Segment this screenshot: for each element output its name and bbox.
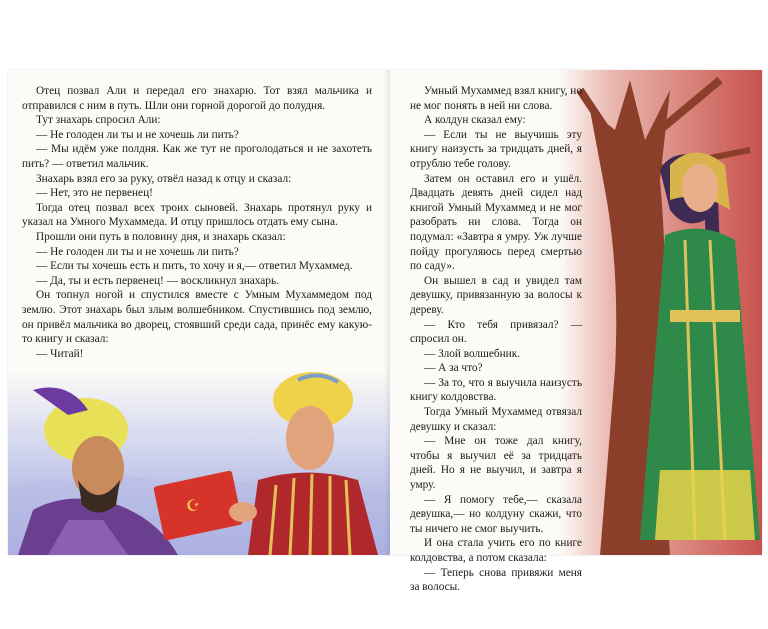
paragraph: — Да, ты и есть первенец! — воскликнул знахарь. [36,274,279,287]
paragraph: Он вышел в сад и увидел там девушку, привязанную за волосы к дереву. [410,274,582,316]
paragraph: — Если ты хочешь есть и пить, то хочу и я,— ответил Мухаммед. [36,260,353,273]
paragraph: Тогда отец позвал всех троих сыновей. Знахарь протянул руку и указал на Умного Мухаммеда. И отцу пришлось отдать ему сына. [22,201,372,229]
paragraph: Умный Мухаммед взял книгу, но не мог понять в ней ни слова. [410,85,582,112]
paragraph: — Теперь снова привяжи меня за волосы. [410,566,582,594]
right-page [390,70,762,594]
book-spread [8,70,762,594]
paragraph: Отец позвал Али и передал его знахарю. Тот взял мальчика и отправился с ним в путь. Шли они горной дорогой до полудня. [22,85,372,112]
paragraph: — Мы идём уже полдня. Как же тут не проголодаться и не захотеть пить? — ответил мальчик. [22,143,372,170]
illustration-wizard-and-boy [8,370,390,555]
paragraph: — А за что? [424,362,483,375]
paragraph: — Злой волшебник. [424,347,521,360]
paragraph: — Не голоден ли ты и не хочешь ли пить? [36,128,239,141]
paragraph: — Мне он тоже дал книгу, чтобы я выучил её за тридцать дней. Но я не выучил, и завтра я умру. [410,435,582,492]
paragraph: — Нет, это не первенец! [36,187,153,200]
paragraph: Знахарь взял его за руку, отвёл назад к отцу и сказал: [36,172,292,185]
paragraph: — За то, что я выучила наизусть книгу колдовства. [410,376,582,404]
paragraph: — Если ты не выучишь эту книгу наизусть за тридцать дней, я отрублю тебе голову. [410,128,582,170]
paragraph: Тут знахарь спросил Али: [36,114,161,127]
paragraph: — Не голоден ли ты и не хочешь ли пить? [36,245,239,258]
paragraph: И она стала учить его по книге колдовства, а потом сказала: [410,537,582,564]
right-page-text [410,84,582,595]
svg-text:☪: ☪ [184,494,203,517]
left-page [8,70,390,555]
paragraph: — Кто тебя привязал? — спросил он. [410,318,582,346]
paragraph: Затем он оставил его и ушёл. Двадцать девять дней сидел над книгой Умный Мухаммед и не мог разобрать ни слова. Тогда он подумал: «Завтра я умру. Уж лучше пойду прогуляюсь перед смертью по саду». [410,172,582,273]
paragraph: — Читай! [36,347,84,360]
left-page-text [22,84,372,361]
paragraph: — Я помогу тебе,— сказала девушка,— но колдуну скажи, что ты ничего не смог выучить. [410,493,582,535]
paragraph: А колдун сказал ему: [424,114,526,127]
paragraph: Тогда Умный Мухаммед отвязал девушку и сказал: [410,406,582,433]
paragraph: Прошли они путь в половину дня, и знахарь сказал: [36,230,286,243]
paragraph: Он топнул ногой и спустился вместе с Умным Мухаммедом под землю. Этот знахарь был злым волшебником. Спустившись под землю, он привёл мальчика во дворец, стоявший среди сада, принёс ему какую-то книгу и сказал: [22,289,372,346]
